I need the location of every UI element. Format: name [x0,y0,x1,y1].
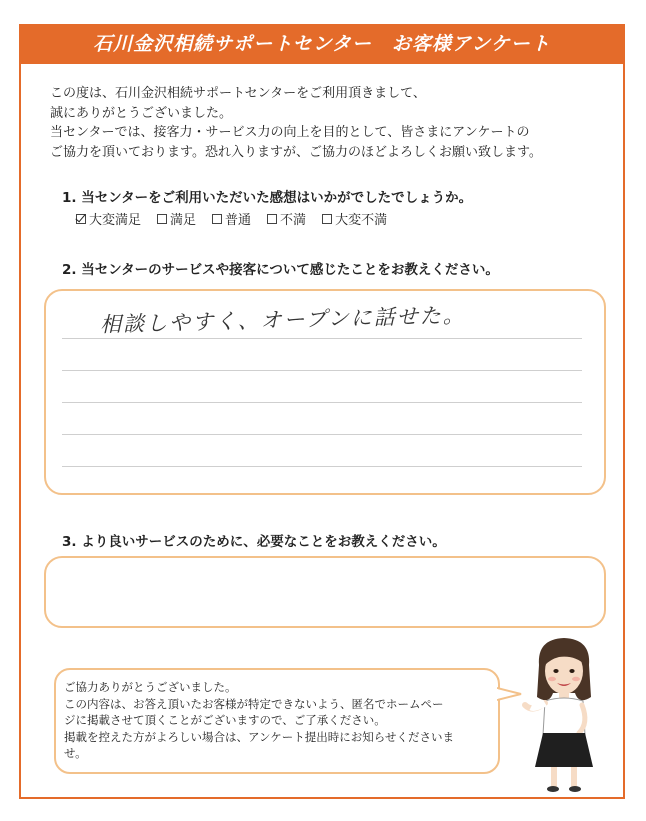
q3-answer-box[interactable] [44,556,606,628]
footer-line: 掲載を控えた方がよろしい場合は、アンケート提出時にお知らせくださいま [64,729,454,744]
footer-notice [64,679,504,762]
option-label: 満足 [170,213,197,228]
question-1-label: 1. 当センターをご利用いただいた感想はいかがでしたでしょうか。 [62,190,473,206]
option-very-satisfied[interactable] [76,209,141,228]
ruled-line [62,466,582,467]
checkbox-checked-icon[interactable] [76,214,86,224]
option-satisfied[interactable] [157,209,196,228]
staff-illustration-icon [519,635,609,795]
option-dissatisfied[interactable] [267,209,306,228]
intro-line: この度は、石川金沢相続サポートセンターをご利用頂きまして、 [50,86,426,101]
ruled-line [62,370,582,371]
footer-line: ご協力ありがとうございました。 [64,680,237,694]
checkbox-icon[interactable] [322,214,332,224]
page-title: 石川金沢相続サポートセンター お客様アンケート [19,24,625,64]
q1-options [76,209,387,228]
checkbox-icon[interactable] [267,214,277,224]
intro-line: 誠にありがとうございました。 [50,105,233,121]
ruled-line [62,338,582,339]
option-label: 不満 [280,213,307,228]
option-label: 大変満足 [89,213,142,228]
question-3-label: 3. より良いサービスのために、必要なことをお教えください。 [62,534,446,550]
option-neutral[interactable] [212,209,251,228]
question-2-label: 2. 当センターのサービスや接客について感じたことをお教えください。 [62,262,499,278]
footer-line: ジに掲載させて頂くことがございますので、ご了承ください。 [64,713,386,727]
option-label: 普通 [225,213,252,228]
ruled-line [62,434,582,435]
checkbox-icon[interactable] [212,214,222,224]
ruled-line [62,402,582,403]
option-label: 大変不満 [335,213,388,228]
footer-line: この内容は、お答え頂いたお客様が特定できないよう、匿名でホームペー [64,696,444,711]
footer-line: せ。 [64,746,87,760]
intro-line: ご協力を頂いております。恐れ入りますが、ご協力のほどよろしくお願い致します。 [50,144,542,160]
checkbox-icon[interactable] [157,214,167,224]
q2-handwritten-answer: 相談しやすく、オープンに話せた。 [99,303,466,337]
intro-text [50,84,610,162]
intro-line: 当センターでは、接客力・サービス力の向上を目的として、皆さまにアンケートの [50,125,530,140]
option-very-dissatisfied[interactable] [322,209,387,228]
